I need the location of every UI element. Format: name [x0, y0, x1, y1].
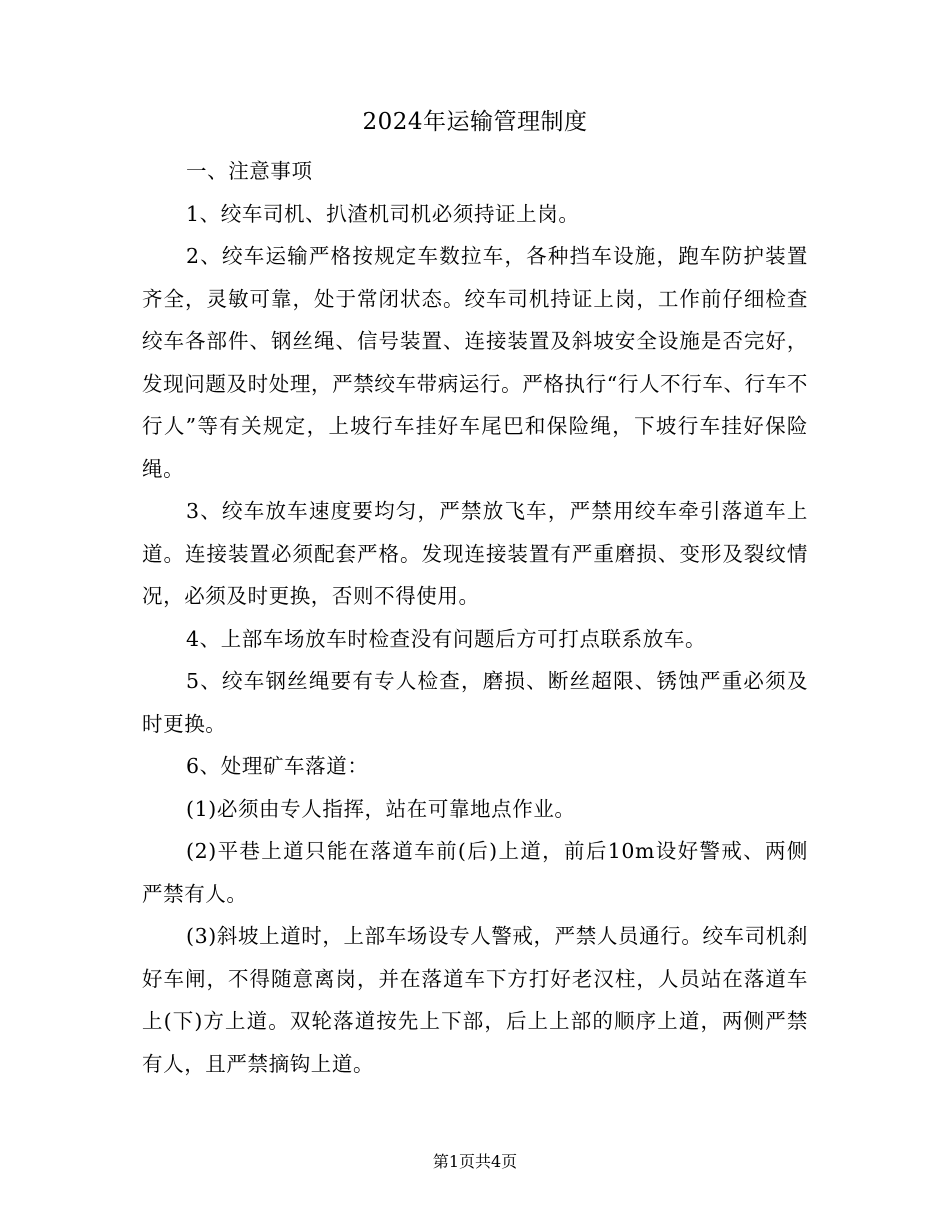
page-footer: 第1页共4页	[432, 1152, 518, 1171]
paragraph-item-3: 3、绞车放车速度要均匀，严禁放飞车，严禁用绞车牵引落道车上道。连接装置必须配套严格。发现连接装置有严重磨损、变形及裂纹情况，必须及时更换，否则不得使用。	[142, 499, 808, 608]
document-body	[142, 150, 808, 1085]
sub-item-3: (3)斜坡上道时，上部车场设专人警戒，严禁人员通行。绞车司机刹好车闸，不得随意离岗，并在落道车下方打好老汉柱，人员站在落道车上(下)方上道。双轮落道按先上下部，后上上部的顺序上道，两侧严禁有人，且严禁摘钩上道。	[142, 924, 808, 1076]
sub-item-1: (1)必须由专人指挥，站在可靠地点作业。	[186, 796, 576, 821]
paragraph-item-6: 6、处理矿车落道：	[186, 754, 369, 778]
paragraph-item-1: 1、绞车司机、扒渣机司机必须持证上岗。	[186, 201, 580, 226]
paragraph-item-4: 4、上部车场放车时检查没有问题后方可打点联系放车。	[186, 626, 707, 651]
paragraph-item-2: 2、绞车运输严格按规定车数拉车，各种挡车设施，跑车防护装置齐全，灵敏可靠，处于常闭状态。绞车司机持证上岗，工作前仔细检查绞车各部件、钢丝绳、信号装置、连接装置及斜坡安全设施是否完好，发现问题及时处理，严禁绞车带病运行。严格执行“行人不行车、行车不行人”等有关规定，上坡行车挂好车尾巴和保险绳，下坡行车挂好保险绳。	[142, 244, 808, 481]
sub-item-2: (2)平巷上道只能在落道车前(后)上道，前后10m设好警戒、两侧严禁有人。	[142, 839, 808, 906]
page-title: 2024年运输管理制度	[362, 109, 588, 135]
section-heading: 一、注意事项	[186, 159, 313, 183]
paragraph-item-5: 5、绞车钢丝绳要有专人检查，磨损、断丝超限、锈蚀严重必须及时更换。	[142, 669, 808, 736]
